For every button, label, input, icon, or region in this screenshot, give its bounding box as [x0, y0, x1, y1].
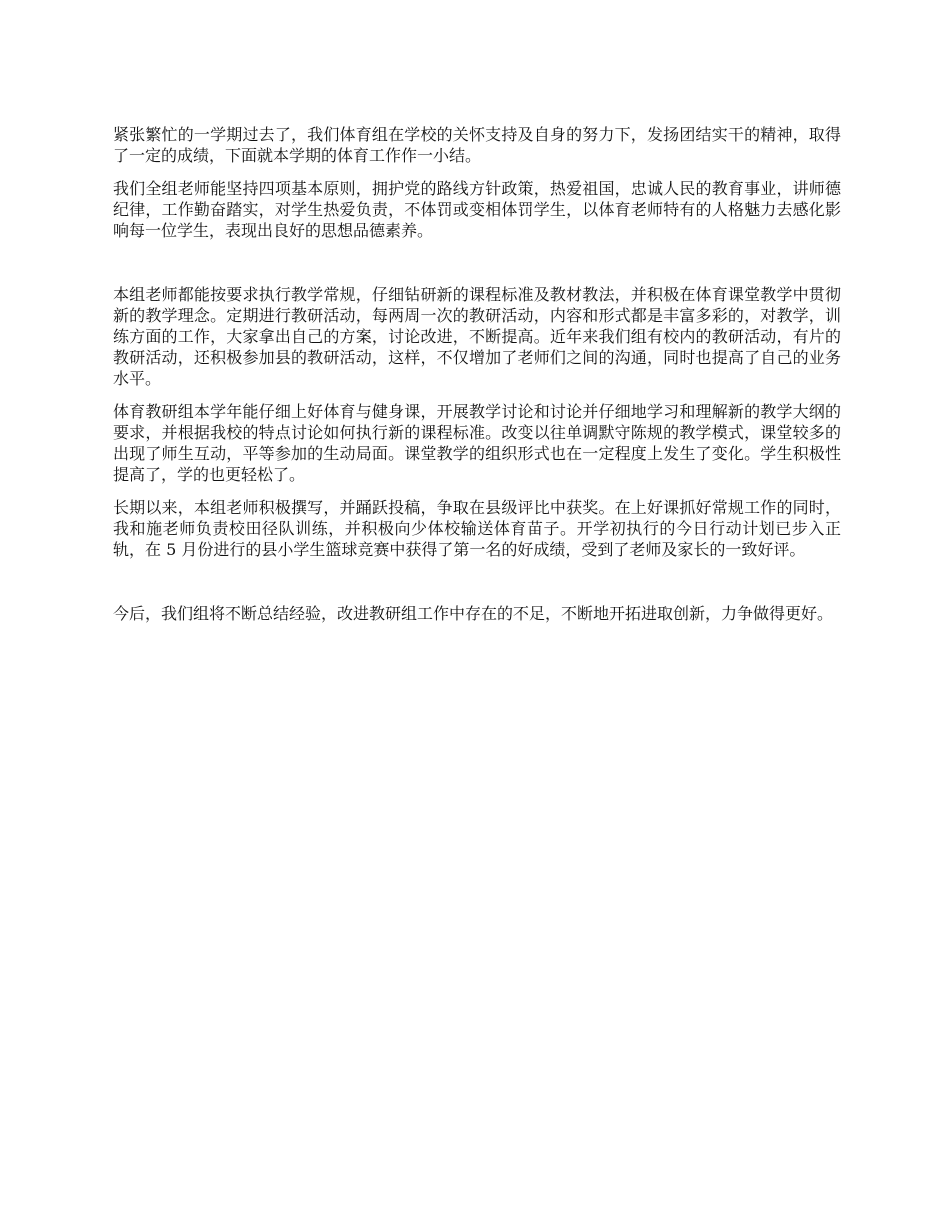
paragraph-teaching-research: 本组老师都能按要求执行教学常规，仔细钻研新的课程标准及教材教法，并积极在体育课堂教学中贯彻新的教学理念。定期进行教研活动，每两周一次的教研活动，内容和形式都是丰富多彩的，对教学，训练方面的工作，大家拿出自己的方案，讨论改进，不断提高。近年来我们组有校内的教研活动，有片的教研活动，还积极参加县的教研活动，这样，不仅增加了老师们之间的沟通，同时也提高了自己的业务水平。	[113, 285, 841, 388]
document-body	[113, 124, 841, 636]
paragraph-intro: 紧张繁忙的一学期过去了，我们体育组在学校的关怀支持及自身的努力下，发扬团结实干的精神，取得了一定的成绩，下面就本学期的体育工作作一小结。	[113, 125, 841, 165]
paragraph-conclusion: 今后，我们组将不断总结经验，改进教研组工作中存在的不足，不断地开拓进取创新，力争做得更好。	[113, 604, 834, 623]
paragraph-ideology: 我们全组老师能坚持四项基本原则，拥护党的路线方针政策，热爱祖国，忠诚人民的教育事业，讲师德纪律，工作勤奋踏实，对学生热爱负责，不体罚或变相体罚学生，以体育老师特有的人格魅力去感化影响每一位学生，表现出良好的思想品德素养。	[113, 179, 841, 240]
section-gap	[113, 572, 841, 603]
paragraph-achievements: 长期以来，本组老师积极撰写，并踊跃投稿，争取在县级评比中获奖。在上好课抓好常规工作的同时，我和施老师负责校田径队训练，并积极向少体校输送体育苗子。开学初执行的今日行动计划已步入正轨，在 5 月份进行的县小学生篮球竞赛中获得了第一名的好成绩，受到了老师及家长的一致好评。	[113, 498, 841, 559]
paragraph-classroom: 体育教研组本学年能仔细上好体育与健身课，开展教学讨论和讨论并仔细地学习和理解新的教学大纲的要求，并根据我校的特点讨论如何执行新的课程标准。改变以往单调默守陈规的教学模式，课堂较多的出现了师生互动，平等参加的生动局面。课堂教学的组织形式也在一定程度上发生了变化。学生积极性提高了，学的也更轻松了。	[113, 402, 841, 484]
section-gap	[113, 253, 841, 284]
